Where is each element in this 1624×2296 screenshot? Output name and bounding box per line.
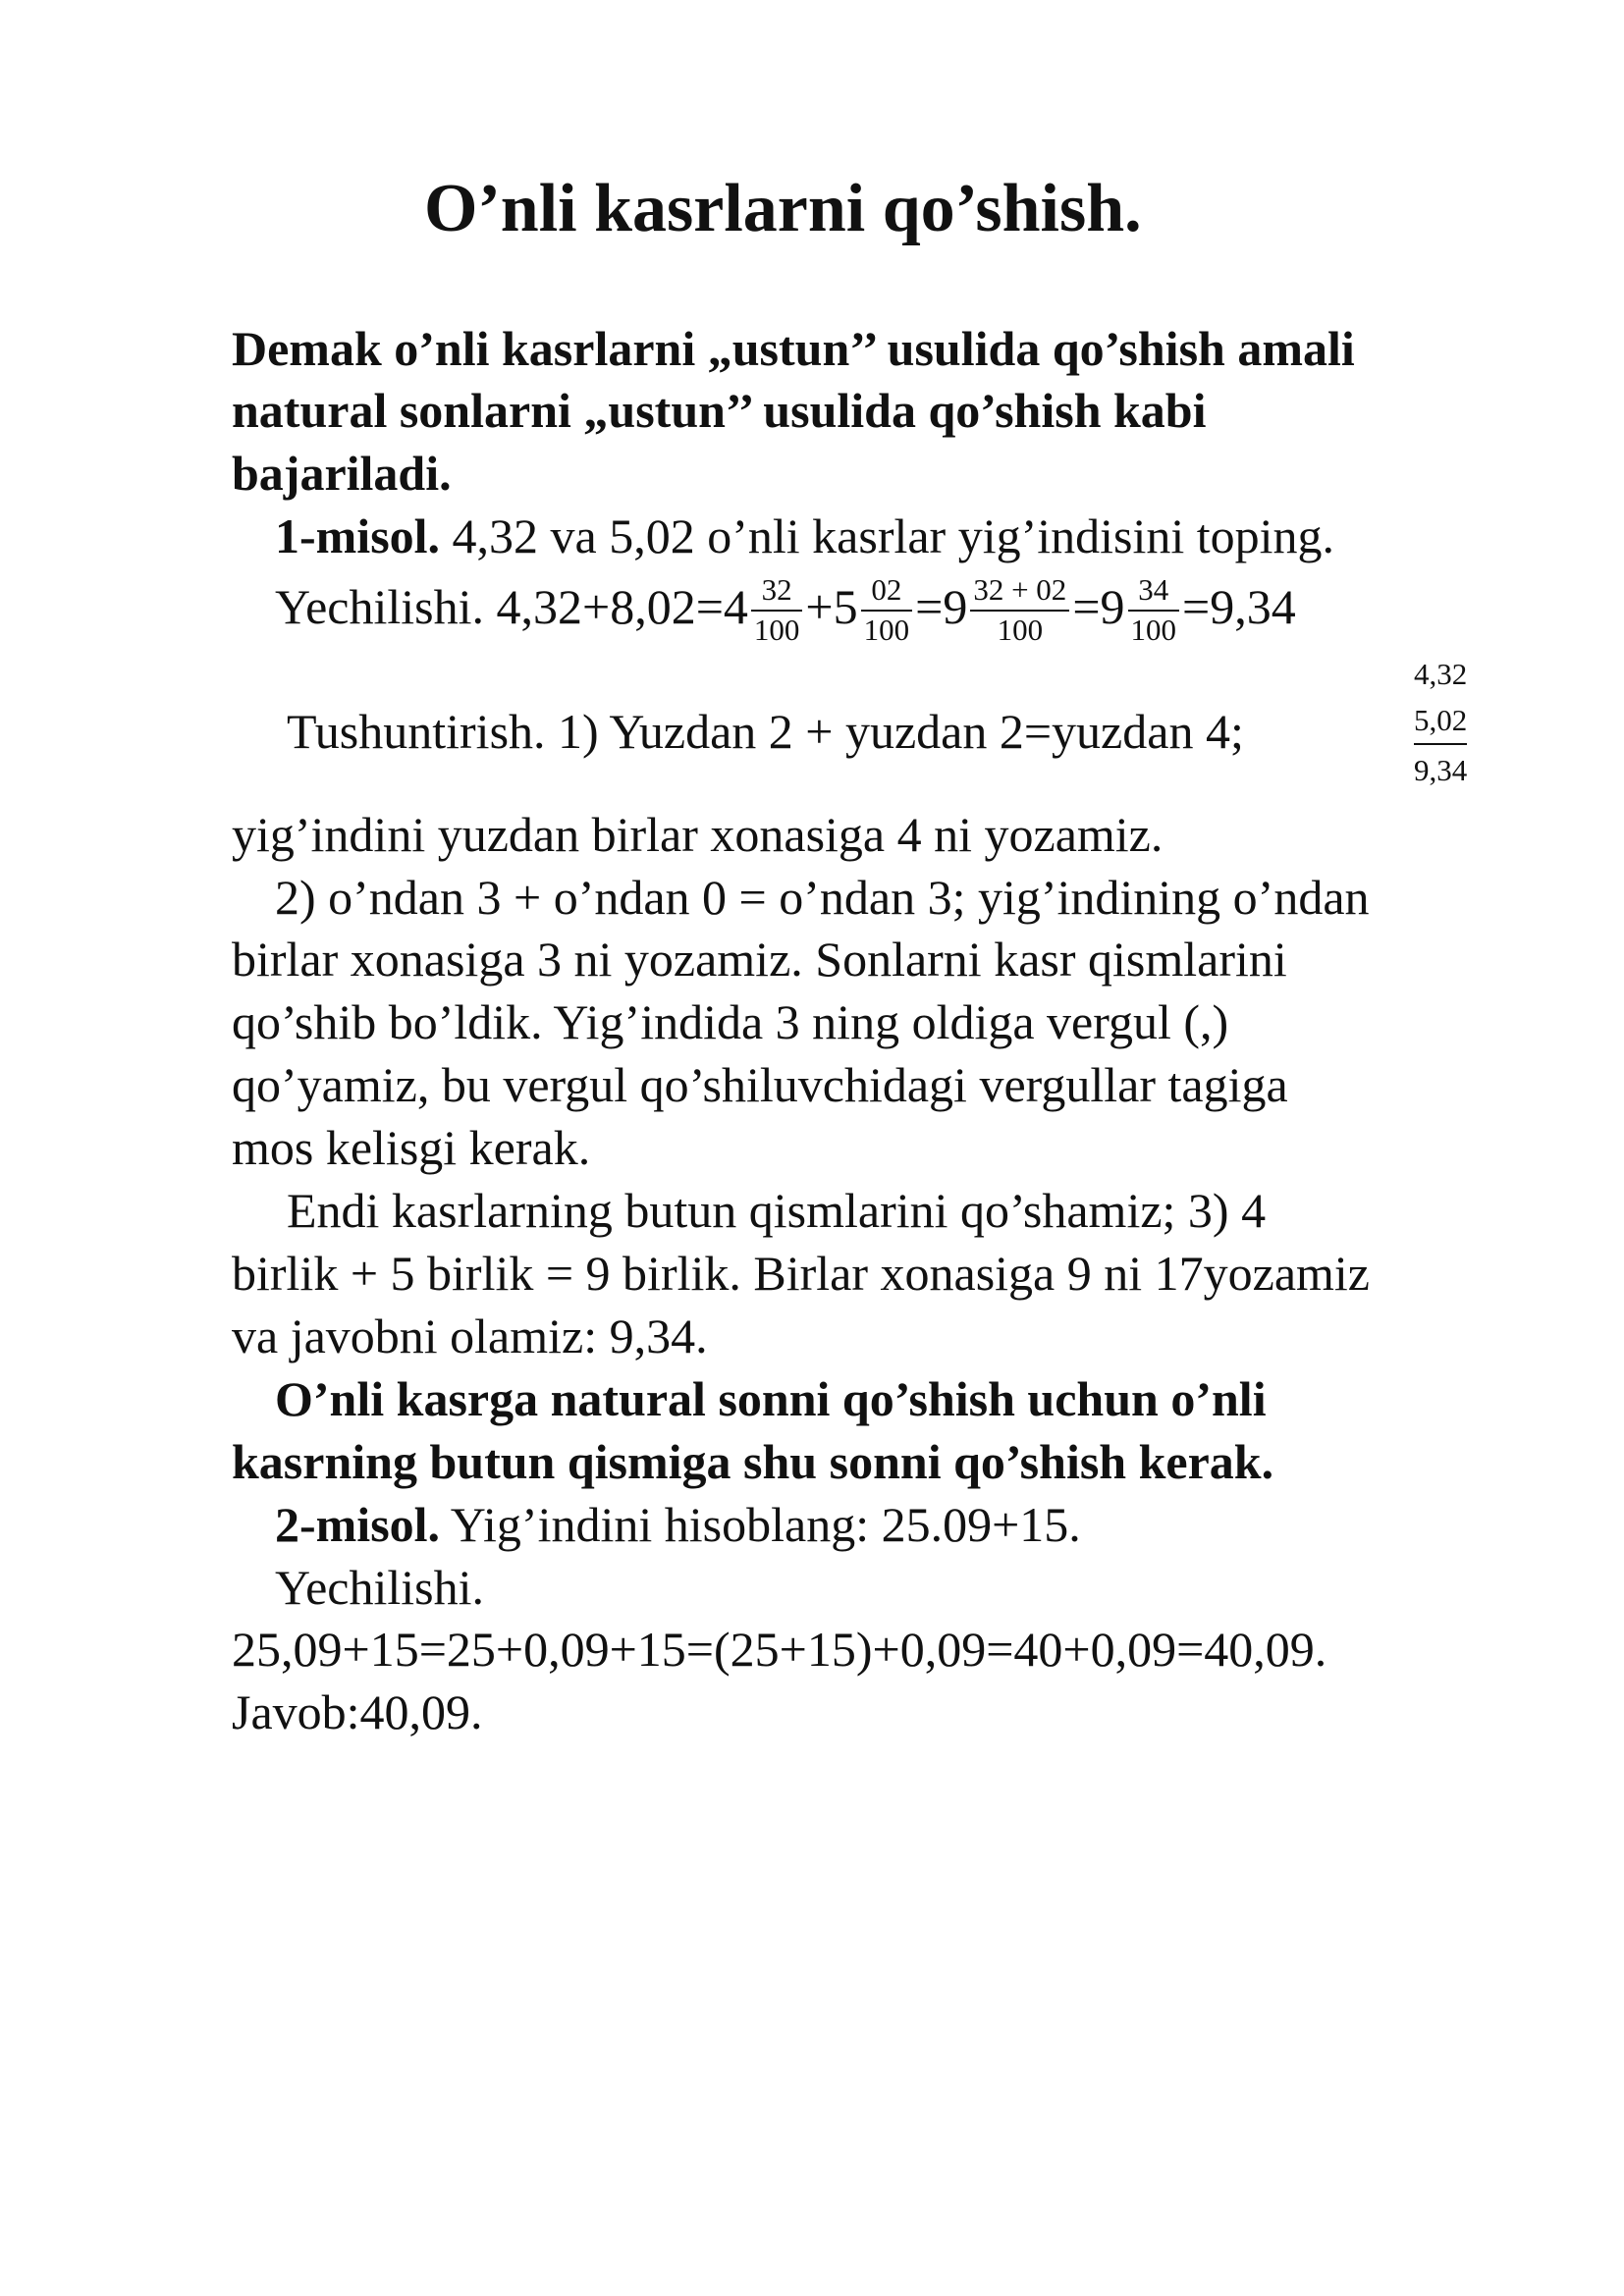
fraction-02-100: $\frac{02}{100}$ <box>861 571 913 650</box>
example2-text: Yig’indini hisoblang: 25.09+15. <box>440 1497 1081 1552</box>
column-addend-1: 4,32 <box>1414 657 1468 691</box>
explanation-line-4: birlar xonasiga 3 ni yozamiz. Sonlarni kasr qismlarini <box>232 932 1287 987</box>
column-addition <box>1414 659 1467 785</box>
solution-expression: Yechilishi. 4,32+8,02=4 <box>275 579 748 635</box>
explanation-line-6: qo’yamiz, bu vergul qo’shiluvchidagi vergullar tagiga <box>232 1057 1288 1112</box>
rule-line-1: O’nli kasrga natural sonni qo’shish uchun o’nli <box>275 1371 1267 1426</box>
example1-statement <box>275 508 1335 563</box>
page-title: O’nli kasrlarni qo’shish. <box>424 171 1142 246</box>
example1-solution <box>275 573 1296 652</box>
example1-label: 1-misol. <box>275 508 441 563</box>
column-addend-2: 5,02 <box>1414 705 1467 745</box>
explanation-line-8: Endi kasrlarning butun qismlarini qo’shamiz; 3) 4 <box>287 1183 1267 1238</box>
solution-result: =9,34 <box>1182 579 1296 635</box>
example2-label: 2-misol. <box>275 1497 441 1552</box>
plus-five: +5 <box>805 579 858 635</box>
fraction-32-100: $\frac{32}{100}$ <box>751 571 803 650</box>
explanation-line-10: va javobni olamiz: 9,34. <box>232 1308 708 1363</box>
fraction-sum-100: $\frac{32 + 02}{100}$ <box>970 571 1069 650</box>
explanation-line-1: Tushuntirish. 1) Yuzdan 2 + yuzdan 2=yuzdan 4; <box>287 704 1244 759</box>
explanation-line-2: yig’indini yuzdan birlar xonasiga 4 ni yozamiz. <box>232 807 1164 862</box>
intro-line-2: natural sonlarni „ustun’’ usulida qo’shish kabi <box>232 383 1207 438</box>
explanation-line-7: mos kelisgi kerak. <box>232 1120 591 1175</box>
example2-solution-label: Yechilishi. <box>275 1560 485 1615</box>
explanation-line-9: birlik + 5 birlik = 9 birlik. Birlar xonasiga 9 ni 17yozamiz <box>232 1246 1370 1301</box>
fraction-34-100: $\frac{34}{100}$ <box>1128 571 1180 650</box>
explanation-line-5: qo’shib bo’ldik. Yig’indida 3 ning oldiga vergul (,) <box>232 994 1229 1049</box>
example1-text: 4,32 va 5,02 o’nli kasrlar yig’indisini toping. <box>440 508 1335 563</box>
equals-nine-a: =9 <box>915 579 968 635</box>
example2-answer: Javob:40,09. <box>232 1684 483 1739</box>
equals-nine-b: =9 <box>1072 579 1125 635</box>
example2-solution: 25,09+15=25+0,09+15=(25+15)+0,09=40+0,09=40,09. <box>232 1622 1327 1677</box>
rule-line-2: kasrning butun qismiga shu sonni qo’shish kerak. <box>232 1434 1274 1489</box>
explanation-line-3: 2) o’ndan 3 + o’ndan 0 = o’ndan 3; yig’indining o’ndan <box>275 870 1370 925</box>
column-sum: 9,34 <box>1414 753 1468 787</box>
intro-line-1: Demak o’nli kasrlarni „ustun’’ usulida qo’shish amali <box>232 321 1355 376</box>
intro-line-3: bajariladi. <box>232 446 452 501</box>
example2-statement <box>275 1497 1081 1552</box>
